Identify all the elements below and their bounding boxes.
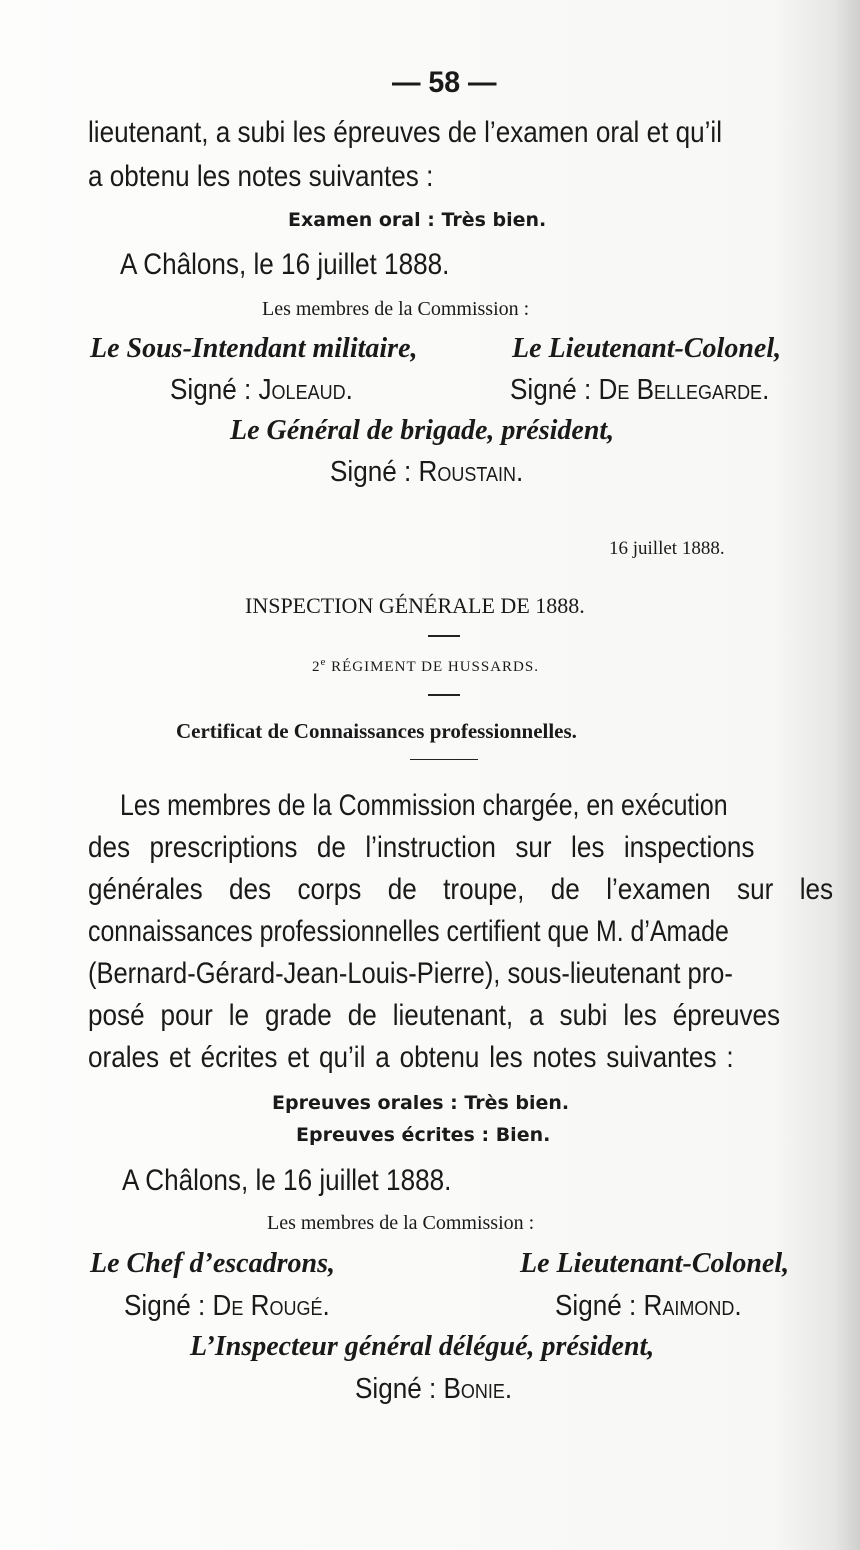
signed-name: Joleaud. bbox=[258, 374, 353, 406]
certificate-title: Certificat de Connaissances professionnelles. bbox=[176, 719, 577, 743]
paragraph-line: connaissances professionnelles certifient que M. d’Amade bbox=[88, 915, 729, 948]
commission-label: Les membres de la Commission : bbox=[267, 1212, 535, 1234]
page-number: — 58 — bbox=[392, 66, 497, 99]
commission-label: Les membres de la Commission : bbox=[262, 298, 530, 320]
signatory-title-right: Le Lieutenant-Colonel, bbox=[520, 1248, 790, 1279]
paragraph-line: a obtenu les notes suivantes : bbox=[88, 160, 434, 193]
regiment-superscript: e bbox=[320, 656, 327, 668]
signed-name: De Rougé. bbox=[212, 1290, 330, 1322]
signatory-title-right: Le Lieutenant-Colonel, bbox=[512, 333, 782, 364]
signed-prefix: Signé : bbox=[330, 456, 419, 488]
divider bbox=[428, 635, 460, 637]
signature-right bbox=[555, 1290, 742, 1323]
regiment-name: RÉGIMENT DE HUSSARDS. bbox=[331, 659, 539, 675]
date-line: A Châlons, le 16 juillet 1888. bbox=[122, 1164, 452, 1197]
paragraph-line: lieutenant, a subi les épreuves de l’examen oral et qu’il bbox=[88, 116, 723, 149]
inspection-heading: INSPECTION GÉNÉRALE DE 1888. bbox=[245, 593, 585, 618]
signed-name: De Bellegarde. bbox=[598, 374, 770, 406]
president-signature bbox=[330, 456, 523, 489]
signature-right bbox=[510, 374, 769, 407]
divider bbox=[428, 694, 460, 696]
paragraph-line: orales et écrites et qu’il a obtenu les notes suivantes : bbox=[88, 1041, 734, 1074]
dateline: 16 juillet 1888. bbox=[609, 538, 725, 559]
signed-name: Roustain. bbox=[418, 456, 524, 488]
signature-left bbox=[170, 374, 353, 407]
signature-left bbox=[124, 1290, 330, 1323]
date-line: A Châlons, le 16 juillet 1888. bbox=[120, 248, 450, 281]
signed-prefix: Signé : bbox=[555, 1290, 644, 1322]
signed-prefix: Signé : bbox=[355, 1373, 444, 1405]
paragraph-line: (Bernard-Gérard-Jean-Louis-Pierre), sous-lieutenant pro- bbox=[88, 957, 733, 990]
president-title: Le Général de brigade, président, bbox=[230, 415, 615, 446]
regiment-heading bbox=[312, 656, 539, 676]
signed-name: Raimond. bbox=[643, 1290, 742, 1322]
paragraph-line: des prescriptions de l’instruction sur les inspections bbox=[88, 831, 755, 864]
exam-note: Epreuves orales : Très bien. bbox=[272, 1092, 570, 1114]
signatory-title-left: Le Sous-Intendant militaire, bbox=[90, 333, 418, 364]
paragraph-line: générales des corps de troupe, de l’examen sur les bbox=[88, 873, 834, 906]
exam-note: Examen oral : Très bien. bbox=[288, 209, 547, 231]
signed-prefix: Signé : bbox=[170, 374, 259, 406]
president-title: L’Inspecteur général délégué, président, bbox=[190, 1331, 655, 1362]
exam-note: Epreuves écrites : Bien. bbox=[296, 1124, 551, 1146]
divider bbox=[410, 759, 478, 760]
signed-name: Bonie. bbox=[443, 1373, 513, 1405]
paragraph-line: Les membres de la Commission chargée, en exécution bbox=[120, 789, 728, 822]
paragraph-line: posé pour le grade de lieutenant, a subi les épreuves bbox=[88, 999, 781, 1032]
signed-prefix: Signé : bbox=[510, 374, 599, 406]
president-signature bbox=[355, 1373, 512, 1406]
signed-prefix: Signé : bbox=[124, 1290, 213, 1322]
regiment-number: 2 bbox=[312, 659, 321, 675]
signatory-title-left: Le Chef d’escadrons, bbox=[90, 1248, 335, 1279]
